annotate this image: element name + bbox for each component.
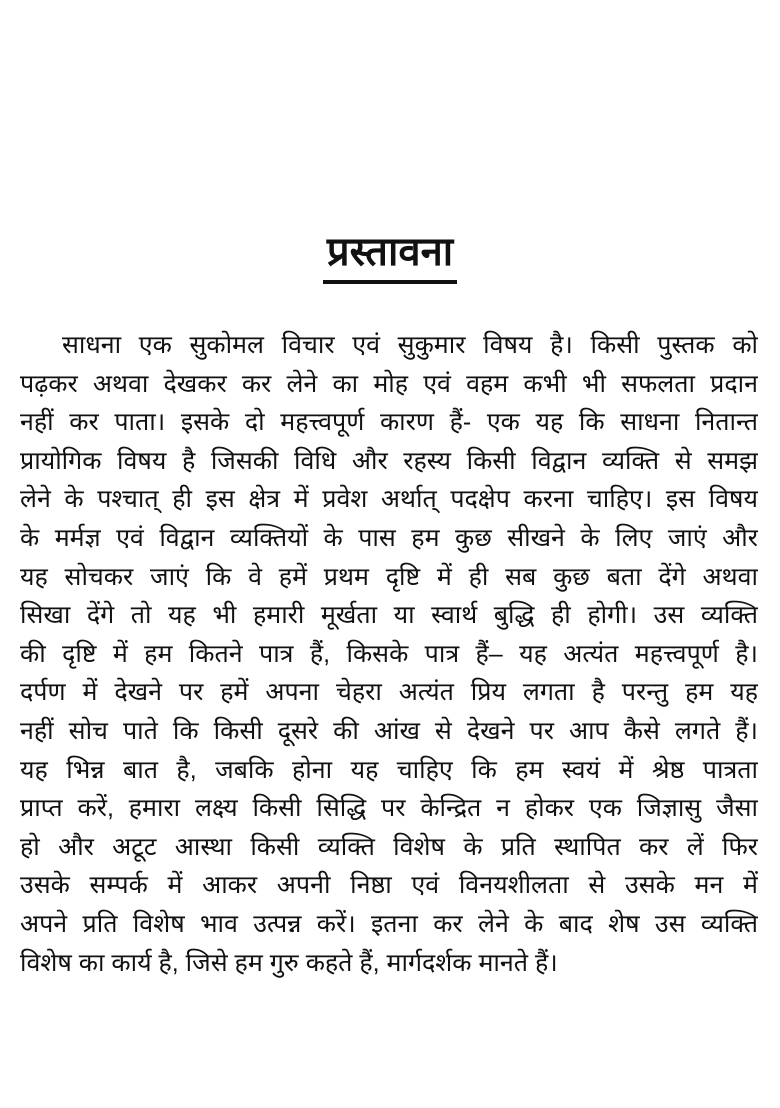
paragraph-line: लेने के पश्चात् ही इस क्षेत्र में प्रवेश अर्थात् पदक्षेप करना चाहिए। इस विषय — [20, 485, 758, 514]
paragraph-line: नहीं कर पाता। इसके दो महत्त्वपूर्ण कारण हैं- एक यह कि साधना नितान्त — [20, 408, 758, 437]
paragraph-line: विशेष का कार्य है, जिसे हम गुरु कहते हैं, मार्गदर्शक मानते हैं। — [20, 948, 558, 977]
paragraph-line: अपने प्रति विशेष भाव उत्पन्न करें। इतना कर लेने के बाद शेष उस व्यक्ति — [20, 909, 758, 938]
paragraph-line: उसके सम्पर्क में आकर अपनी निष्ठा एवं विनयशीलता से उसके मन में — [20, 871, 758, 900]
paragraph-line: की दृष्टि में हम कितने पात्र हैं, किसके पात्र हैं– यह अत्यंत महत्त्वपूर्ण है। — [20, 639, 758, 668]
paragraph-line: यह सोचकर जाएं कि वे हमें प्रथम दृष्टि में ही सब कुछ बता देंगे अथवा — [20, 562, 758, 591]
paragraph-line: प्राप्त करें, हमारा लक्ष्य किसी सिद्धि पर केन्द्रित न होकर एक जिज्ञासु जैसा — [20, 794, 758, 823]
paragraph-line: साधना एक सुकोमल विचार एवं सुकुमार विषय है। किसी पुस्तक को — [62, 331, 758, 359]
page-title-text: प्रस्तावना — [323, 226, 457, 284]
paragraph-line: के मर्मज्ञ एवं विद्वान व्यक्तियों के पास हम कुछ सीखने के लिए जाएं और — [20, 523, 758, 552]
paragraph-line: यह भिन्न बात है, जबकि होना यह चाहिए कि हम स्वयं में श्रेष्ठ पात्रता — [20, 755, 758, 784]
paragraph-line: पढ़कर अथवा देखकर कर लेने का मोह एवं वहम कभी भी सफलता प्रदान — [20, 369, 758, 398]
paragraph-line: दर्पण में देखने पर हमें अपना चेहरा अत्यंत प्रिय लगता है परन्तु हम यह — [20, 678, 758, 707]
paragraph-line: प्रायोगिक विषय है जिसकी विधि और रहस्य किसी विद्वान व्यक्ति से समझ — [20, 446, 758, 475]
page-title — [0, 226, 780, 284]
paragraph-line: हो और अटूट आस्था किसी व्यक्ति विशेष के प्रति स्थापित कर लें फिर — [20, 832, 758, 861]
paragraph-line: सिखा देंगे तो यह भी हमारी मूर्खता या स्वार्थ बुद्धि ही होगी। उस व्यक्ति — [20, 601, 758, 630]
paragraph-line: नहीं सोच पाते कि किसी दूसरे की आंख से देखने पर आप कैसे लगते हैं। — [20, 716, 758, 745]
body-paragraph — [20, 326, 758, 982]
